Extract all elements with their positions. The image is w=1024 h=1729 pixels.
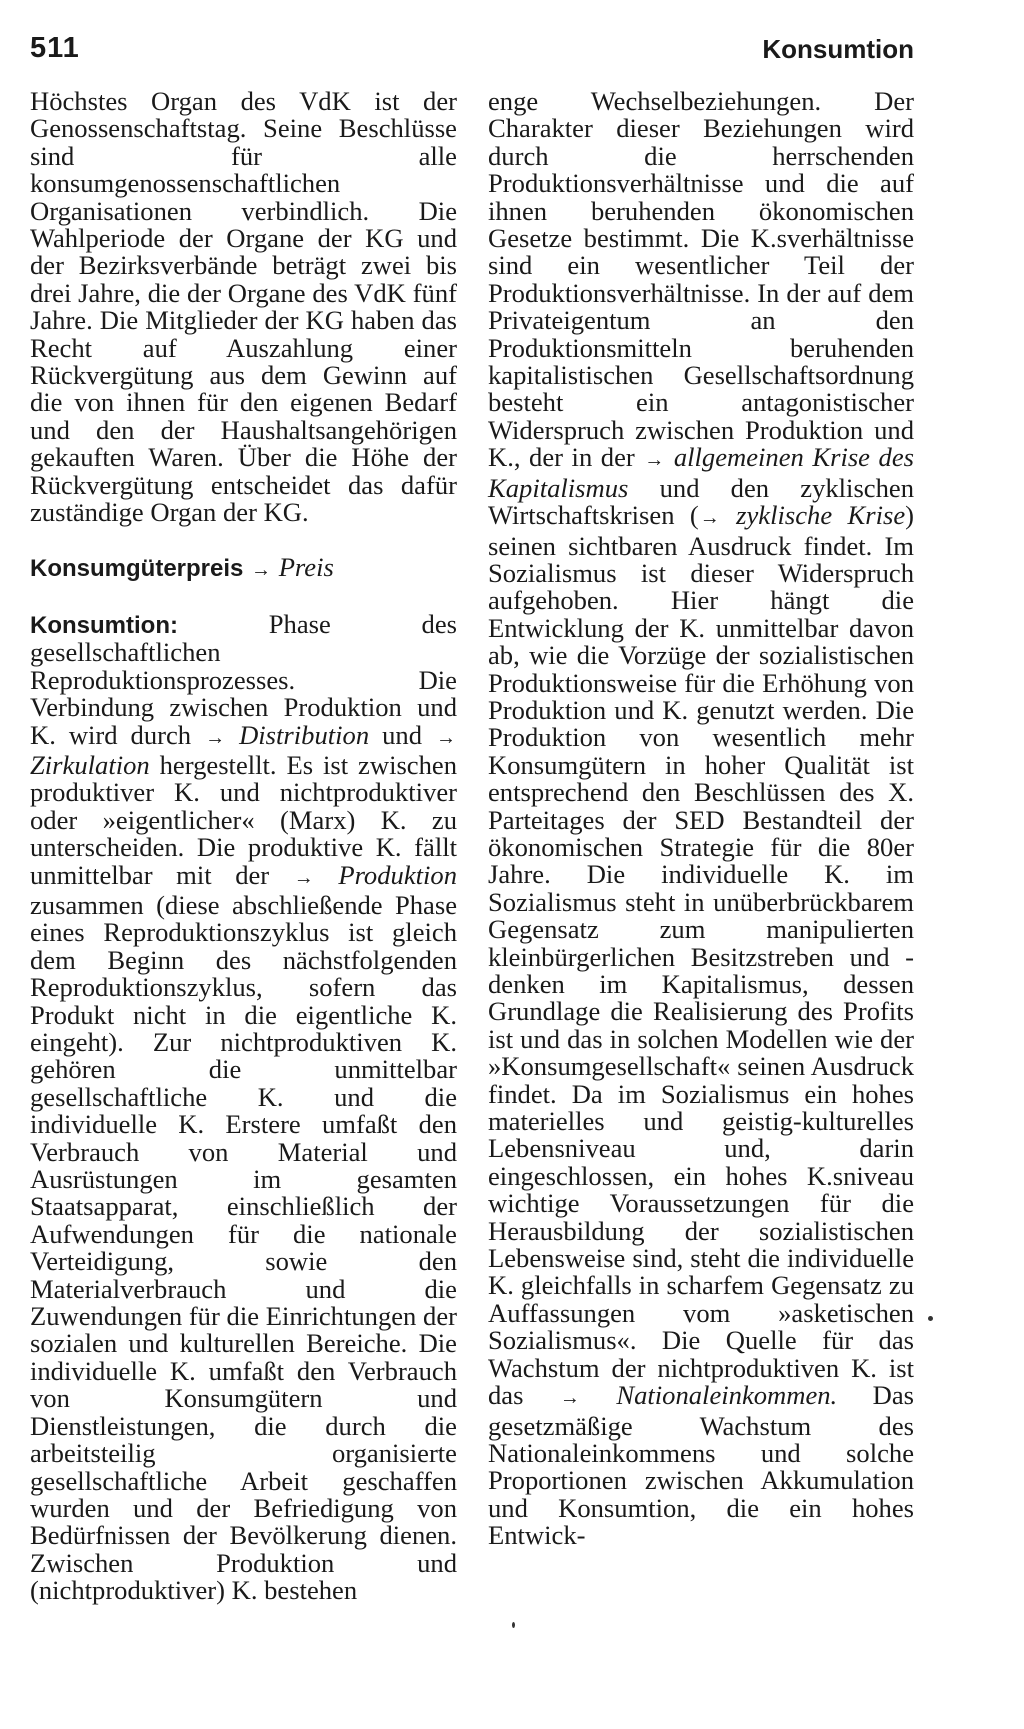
right-column xyxy=(488,88,914,1550)
entry-konsumtion-continued xyxy=(488,88,914,1550)
entry-konsumtion xyxy=(30,608,458,1606)
running-head-word: Konsumtion xyxy=(762,34,914,64)
cross-reference-distribution[interactable]: Distribution xyxy=(239,719,370,750)
page-number: 511 xyxy=(30,32,80,64)
cross-reference-arrow-icon: → xyxy=(251,558,272,581)
scan-speck xyxy=(512,1622,515,1628)
lemma-konsumtion: Konsumtion: xyxy=(30,611,178,639)
cross-reference-arrow-icon: → xyxy=(435,726,456,749)
cross-reference-arrow-icon: → xyxy=(559,1387,580,1410)
cross-reference-arrow-icon: → xyxy=(699,507,720,530)
cross-reference-zirkulation[interactable]: Zirkulation xyxy=(30,749,150,780)
left-column xyxy=(30,88,457,1605)
cross-reference-arrow-icon: → xyxy=(293,866,314,889)
cross-reference-nationaleinkommen[interactable]: Nationaleinkommen. xyxy=(616,1380,838,1411)
entry-text: ) seinen sichtbaren Ausdruck findet. Im Sozialismus ist dieser Widerspruch aufgehoben. Hier hängt die Entwicklung der K. unmittelbar davon ab, wie die Vorzüge der sozialistischen Produktionsweise für die Erhöhung von Produktion und K. genutzt werden. Die Produktion von wesentlich mehr Konsumgütern in hoher Qualität ist entsprechend den Beschlüssen des X. Parteitages der SED Bestandteil der ökonomischen Strategie für die 80er Jahre. Die individuelle K. im Sozialismus steht in unüberbrückbarem Gegensatz zum manipulierten kleinbürgerlichen Besitzstreben und -denken im Kapitalismus, dessen Grundlage die Realisierung des Profits ist und das in solchen Modellen wie der »Konsumgesellschaft« seinen Ausdruck findet. Da im Sozialismus ein hohes materielles und geistig-kulturelles Lebensniveau und, darin eingeschlossen, ein hohes K.sniveau wichtige Voraussetzungen für die Herausbildung der sozialistischen Lebensweise sind, steht die individuelle K. gleichfalls in scharfem Gegensatz zu Auffassungen vom »asketischen Sozialismus«. Die Quelle für das Wachstum der nichtproduktiven K. ist das xyxy=(488,500,914,1411)
entry-text: Das gesetzmäßige Wachstum des Nationaleinkommens und solche Proportionen zwischen Akkumulation und Konsumtion, die ein hohes Entwick- xyxy=(488,1380,915,1551)
cross-reference-preis[interactable]: Preis xyxy=(278,551,334,582)
entry-text: hergestellt. Es ist zwischen produktiver K. und nichtproduktiver oder »eigentlicher« (Marx) K. zu unterscheiden. Die produktive K. fällt unmittelbar mit der xyxy=(30,749,458,890)
entry-text: zusammen (diese abschließende Phase eines Reproduktionszyklus ist gleich dem Beginn des nächstfolgenden Reproduktionszyklus, sofern das Produkt nicht in die eigentliche K. eingeht). Zur nichtproduktiven K. gehören die unmittelbar gesellschaftliche K. und die individuelle K. Erstere umfaßt den Verbrauch von Material und Ausrüstungen im gesamten Staatsapparat, einschließlich der Aufwendungen für die nationale Verteidigung, sowie den Materialverbrauch und die Zuwendungen für die Einrichtungen der sozialen und kulturellen Bereiche. Die individuelle K. umfaßt den Verbrauch von Konsumgütern und Dienstleistungen, die durch die arbeitsteilig organisierte gesellschaftliche Arbeit geschaffen wurden und der Befriedigung von Bedürfnissen der Bevölkerung dienen. Zwischen Produktion und (nichtproduktiver) K. bestehen xyxy=(30,889,457,1606)
cross-reference-zyklische-krise[interactable]: zyklische Krise xyxy=(736,500,906,531)
entry-text: und den zyklischen Wirtschaftskrisen ( xyxy=(488,472,914,531)
cross-reference-arrow-icon: → xyxy=(644,449,665,472)
entry-konsumgueterpreis xyxy=(30,551,457,584)
entry-text: Phase des gesellschaftlichen Reproduktionsprozesses. Die Verbindung zwischen Produktion und K. wird durch xyxy=(30,608,457,750)
cross-reference-produktion[interactable]: Produktion xyxy=(338,859,457,890)
entry-text: enge Wechselbeziehungen. Der Charakter dieser Beziehungen wird durch die herrschenden Produktionsverhältnisse und die auf ihnen beruhenden ökonomischen Gesetze bestimmt. Die K.sverhältnisse sind ein wesentlicher Teil der Produktionsverhältnisse. In der auf dem Privateigentum an den Produktionsmitteln beruhenden kapitalistischen Gesellschaftsordnung besteht ein antagonistischer Widerspruch zwischen Produktion und K., der in der xyxy=(488,86,914,473)
cross-reference-allgemeine-krise[interactable]: allgemeinen Krise des Kapitalismus xyxy=(488,442,914,503)
scan-speck xyxy=(928,1316,933,1321)
entry-text: und xyxy=(382,719,422,750)
running-head xyxy=(30,32,914,72)
lemma-konsumgueterpreis: Konsumgüterpreis xyxy=(30,554,244,582)
cross-reference-arrow-icon: → xyxy=(205,726,226,749)
entry-continuation-paragraph: Höchstes Organ des VdK ist der Genossenschaftstag. Seine Beschlüsse sind für alle konsumgenossenschaftlichen Organisationen verbindlich. Die Wahlperiode der Organe der KG und der Bezirksverbände beträgt zwei bis drei Jahre, die der Organe des VdK fünf Jahre. Die Mitglieder der KG haben das Recht auf Auszahlung einer Rückvergütung aus dem Gewinn auf die von ihnen für den eigenen Bedarf und den der Haushaltsangehörigen gekauften Waren. Über die Höhe der Rückvergütung entscheidet das dafür zuständige Organ der KG. xyxy=(30,86,457,528)
